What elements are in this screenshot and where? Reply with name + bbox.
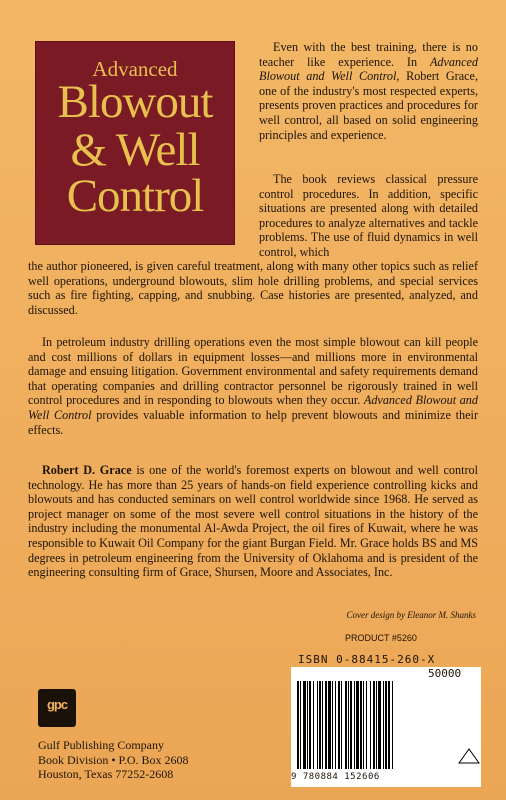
title-line-3: & Well	[70, 124, 200, 176]
product-number: PRODUCT #5260	[345, 633, 417, 643]
publisher-logo-text: gpc	[46, 697, 68, 712]
title-line-1: Advanced	[92, 57, 178, 81]
barcode-digits: 9 780884 152606	[291, 772, 380, 782]
review-paragraph-bottom: the author pioneered, is given careful treatment, along with many other topics such as relief well operations, underground blowouts, slim hole drilling problems, and special services such as fire fighting, capping, and snubbing. Case histories are presented, analyzed, and discussed.	[28, 259, 478, 317]
title-line-4: Control	[66, 170, 204, 222]
isbn-text: ISBN 0-88415-260-X	[298, 653, 436, 666]
publisher-city: Houston, Texas 77252-2608	[38, 767, 174, 781]
title-line-2: Blowout	[57, 76, 213, 128]
cover-design-credit: Cover design by Eleanor M. Shanks	[346, 610, 476, 620]
barcode-icon	[291, 667, 481, 787]
publisher-name: Gulf Publishing Company	[38, 738, 165, 752]
author-bio-paragraph: Robert D. Grace is one of the world's foremost experts on blowout and well control technology. He has more than 25 years of hands-on field experience controlling kicks and blowouts and has conducted seminars on well control worldwide since 1968. He served as project manager on some of the most severe well control situations in the history of the industry including the monumental Al-Awda Project, the oil fires of Kuwait, where he was responsible to Kuwait Oil Company for the giant Burgan Field. Mr. Grace holds BS and MS degrees in petroleum engineering from the University of Oklahoma and is president of the engineering consulting firm of Grace, Shursen, Moore and Associates, Inc.	[28, 463, 478, 580]
intro-paragraph: Even with the best training, there is no teacher like experience. In Advanced Blowout and Well Control, Robert Grace, one of the industry's most respected experts, presents proven practices and procedures for well control, all based on solid engineering principles and experience.	[259, 40, 478, 142]
barcode-area	[291, 667, 481, 787]
publisher-address	[38, 738, 189, 782]
review-paragraph-top: The book reviews classical pressure control procedures. In addition, specific situations are presented along with detailed procedures to analyze alternatives and tackle problems. The use of fluid dynamics in well control, which	[259, 172, 478, 259]
publisher-division: Book Division • P.O. Box 2608	[38, 752, 189, 767]
price-code: 50000	[428, 667, 462, 680]
title-box	[35, 41, 235, 245]
industry-paragraph: In petroleum industry drilling operations even the most simple blowout can kill people and cost millions of dollars in equipment losses—and millions more in environmental damage and ensuing litigation. Government environmental and safety requirements demand that operating companies and drilling contractor personnel be rigorously trained in well control procedures and in responding to blowouts when they occur. Advanced Blowout and Well Control provides valuable information to help prevent blowouts and minimize their effects.	[28, 335, 479, 437]
